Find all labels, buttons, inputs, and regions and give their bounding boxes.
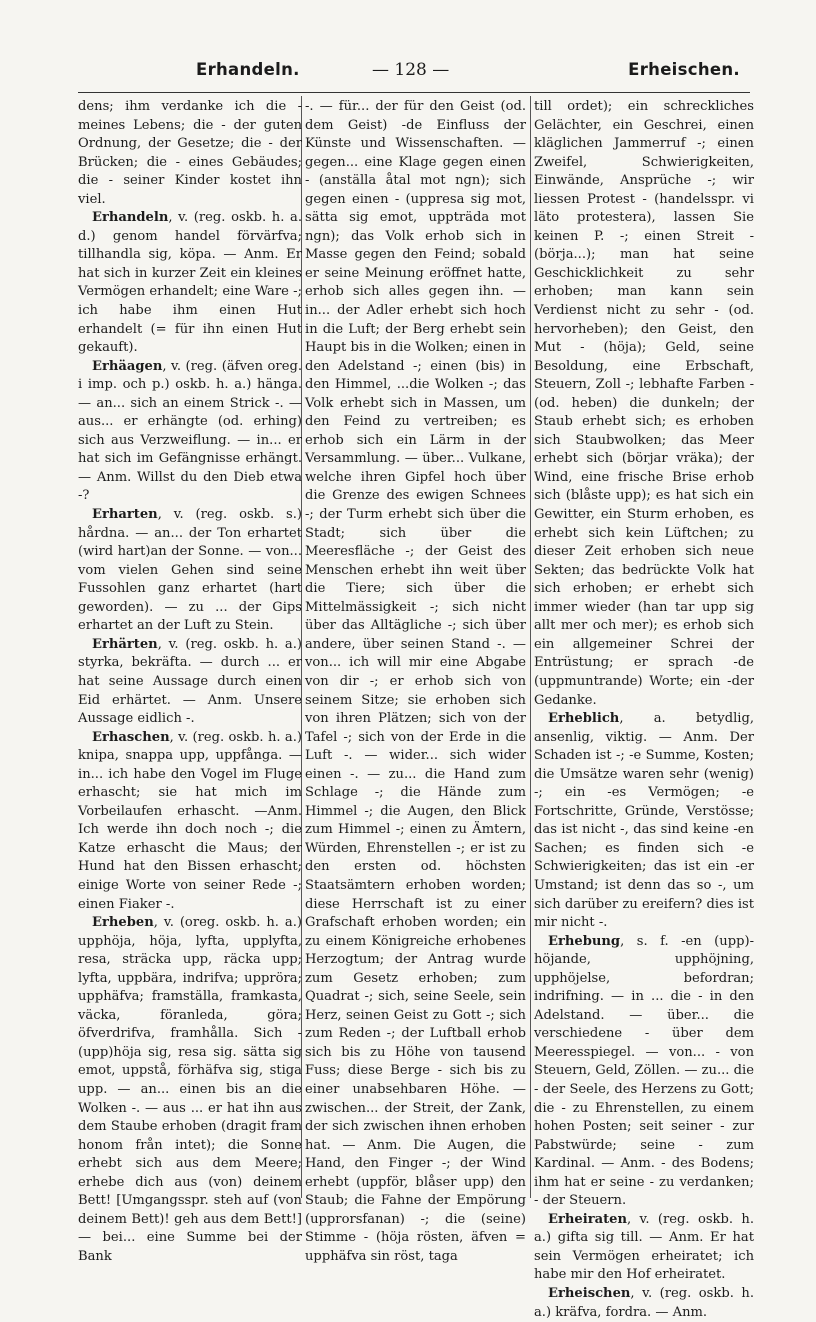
dictionary-entry: Erheischen, v. (reg. oskb. h. a.) kräfva, fordra. — Anm. [534, 1286, 754, 1320]
headword: Erhebung [548, 933, 621, 949]
dictionary-entry: Erheiraten, v. (reg. oskb. h. a.) gifta sig till. — Anm. Er hat sein Vermögen erheiratet; ich habe mir den Hof erheiratet. [534, 1211, 754, 1283]
dictionary-entry: Erheben, v. (oreg. oskb. h. a.) upphöja, höja, lyfta, upplyfta, resa, sträcka upp, räcka upp; lyfta, uppbära, indrifva; uppröra; upphäfva; framställa, framkasta, väcka, föranleda, göra; öfverdrifva, framhålla. Sich - (upp)höja sig, resa sig. sätta sig emot, uppstå, förhäfva sig, stiga upp. — an... einen bis an die Wolken -. — aus ... er hat ihn aus dem Staube erhoben (dragit fram honom från intet); die Sonne erhebt sich aus dem Meere; erhebe dich aus (von) deinem Bett! [Umgangsspr. steh auf (von deinem Bett)! geh aus dem Bett!] — bei... eine Summe bei der Bank [78, 915, 302, 1264]
column-3 [534, 98, 754, 1320]
headword: Erhärten [92, 636, 158, 652]
entry-continuation: dens; ihm verdanke ich die - meines Lebens; die - der guten Ordnung, der Gesetze; die - der Brücken; die - eines Gebäudes; die - seiner Kinder kostet ihn viel. [78, 99, 302, 207]
page-number: — 128 — [372, 60, 450, 80]
right-guide-word: Erheischen. [628, 60, 740, 79]
dictionary-entry: Erhandeln, v. (reg. oskb. h. a. d.) genom handel förvärfva; tillhandla sig, köpa. — Anm. Er hat sich in kurzer Zeit ein kleines Vermögen erhandelt; eine Ware -; ich habe ihm einen Hut erhandelt (= für ihn einen Hut gekauft). [78, 210, 302, 356]
dictionary-entry: Erheblich, a. betydlig, ansenlig, viktig. — Anm. Der Schaden ist -; -e Summe, Kosten; die Umsätze waren sehr (wenig) -; ein -es Vermögen; -e Fortschritte, Gründe, Verstösse; das ist nicht -, das sind keine -en Sachen; es finden sich -e Schwierigkeiten; das ist ein -er Umstand; ist denn das so -, um sich darüber zu ereifern? dies ist mir nicht -. [534, 711, 754, 931]
dictionary-entry: Erharten, v. (reg. oskb. s.) hårdna. — an... der Ton erhartet (wird hart)an der Sonne. — von... vom vielen Gehen sind seine Fussohlen ganz erhartet (hart geworden). — zu ... der Gips erhartet an der Luft zu Stein. [78, 507, 302, 634]
left-guide-word: Erhandeln. [196, 60, 300, 79]
headword: Erharten [92, 507, 158, 523]
headword: Erhaschen [92, 729, 170, 745]
entry-continuation: till ordet); ein schreckliches Gelächter, ein Geschrei, einen kläglichen Jammerruf -; einen Zweifel, Schwierigkeiten, Einwände, Ansprüche -; wir liessen Protest - (handelsspr. vi läto protestera), lassen Sie keinen P. -; einen Streit - (börja...); man hat seine Geschicklichkeit zu sehr erhoben; man kann sein Verdienst nicht zu sehr - (od. hervorheben); den Geist, den Mut - (höja); Geld, seine Besoldung, eine Erbschaft, Steuern, Zoll -; lebhafte Farben - (od. heben) die dunkeln; der Staub erhebt sich; es erhoben sich Staubwolken; das Meer erhebt sich (börjar vräka); der Wind, eine frische Brise erhob sich (blåste upp); es hat sich ein Gewitter, ein Sturm erhoben, es erhebt sich kein Lüftchen; zu dieser Zeit erhoben sich neue Sekten; das bedrückte Volk hat sich erhoben; er erhebt sich immer wieder (han tar upp sig allt mer och mer); es erhob sich ein allgemeiner Schrei der Entrüstung; er sprach -de (uppmuntrande) Worte; ein -der Gedanke. [534, 99, 754, 708]
headword: Erheblich [548, 711, 620, 727]
headword: Erheischen [548, 1286, 631, 1301]
column-divider [530, 96, 531, 1198]
column-2 [305, 98, 526, 1264]
dictionary-entry: Erhäagen, v. (reg. (äfven oreg. i imp. och p.) oskb. h. a.) hänga. — an... sich an einem Strick -. — aus... er erhängte (od. erhing) sich aus Verzweiflung. — in... er hat sich im Gefängnisse erhängt. — Anm. Willst du den Dieb etwa -? [78, 358, 302, 504]
column-1 [78, 98, 302, 1264]
headword: Erhäagen [92, 358, 163, 374]
dictionary-entry: Erhärten, v. (reg. oskb. h. a.) styrka, bekräfta. — durch ... er hat seine Aussage durch einen Eid erhärtet. — Anm. Unsere Aussage eidlich -. [78, 636, 302, 727]
entry-continuation: -. — für... der für den Geist (od. dem Geist) -de Einfluss der Künste und Wissenschaften. — gegen... eine Klage gegen einen - (anställa åtal mot ngn); sich gegen einen - (uppresa sig mot, sätta sig emot, uppträda mot ngn); das Volk erhob sich in Masse gegen den Feind; sobald er seine Meinung eröffnet hatte, erhob sich alles gegen ihn. — in... der Adler erhebt sich hoch in die Luft; der Berg erhebt sein Haupt bis in die Wolken; einen in den Adelstand -; einen (bis) in den Himmel, ...die Wolken -; das Volk erhebt sich in Massen, um den Feind zu vertreiben; es erhob sich ein Lärm in der Versammlung. — über... Vulkane, welche ihren Gipfel hoch über die Grenze des ewigen Schnees -; der Turm erhebt sich über die Stadt; sich über die Meeresfläche -; der Geist des Menschen erhebt ihn weit über die Tiere; sich über die Mittelmässigkeit -; sich nicht über das Alltägliche -; sich über andere, über seinen Stand -. — von... ich will mir eine Abgabe von dir -; er erhob sich von seinem Sitze; sie erhoben sich von ihren Plätzen; sich von der Tafel -; sich von der Erde in die Luft -. — wider... sich wider einen -. — zu... die Hand zum Schlage -; die Hände zum Himmel -; die Augen, den Blick zum Himmel -; einen zu Ämtern, Würden, Ehrenstellen -; er ist zu den ersten od. höchsten Staatsämtern erhoben worden; diese Herrschaft ist zu einer Grafschaft erhoben worden; ein zu einem Königreiche erhobenes Herzogtum; der Antrag wurde zum Gesetz erhoben; zum Quadrat -; sich, seine Seele, sein Herz, seinen Geist zu Gott -; sich zum Reden -; der Luftball erhob sich bis zu Höhe von tausend Fuss; diese Berge - sich bis zu einer unabsehbaren Höhe. — zwischen... der Streit, der Zank, der sich zwischen ihnen erhoben hat. — Anm. Die Augen, die Hand, den Finger -; der Wind erhebt (uppför, blåser upp) den Staub; die Fahne der Empörung (upprorsfanan) -; die (seine) Stimme - (höja rösten, äfven = upphäfva sin röst, taga [305, 99, 526, 1264]
headword: Erheiraten [548, 1211, 627, 1227]
headword: Erheben [92, 915, 154, 931]
dictionary-entry: Erhaschen, v. (reg. oskb. h. a.) knipa, snappa upp, uppfånga. — in... ich habe den Vogel im Fluge erhascht; sie hat mich im Vorbeilaufen erhascht. —Anm. Ich werde ihn doch noch -; die Katze erhascht die Maus; der Hund hat den Bissen erhascht; einige Worte von seiner Rede -; einen Fiaker -. [78, 729, 302, 912]
dictionary-entry: Erhebung, s. f. -en (upp)-höjande, upphöjning, upphöjelse, befordran; indrifning. — in ... die - in den Adelstand. — über... die verschiedene - über dem Meeresspiegel. — von... - von Steuern, Geld, Zöllen. — zu... die - der Seele, des Herzens zu Gott; die - zu Ehrenstellen, zu einem hohen Posten; seit seiner - zur Pabstwürde; seine - zum Kardinal. — Anm. - des Bodens; ihm hat er seine - zu verdanken; - der Steuern. [534, 933, 754, 1209]
running-header [82, 60, 740, 88]
headword: Erhandeln [92, 210, 169, 226]
header-rule [78, 92, 750, 93]
